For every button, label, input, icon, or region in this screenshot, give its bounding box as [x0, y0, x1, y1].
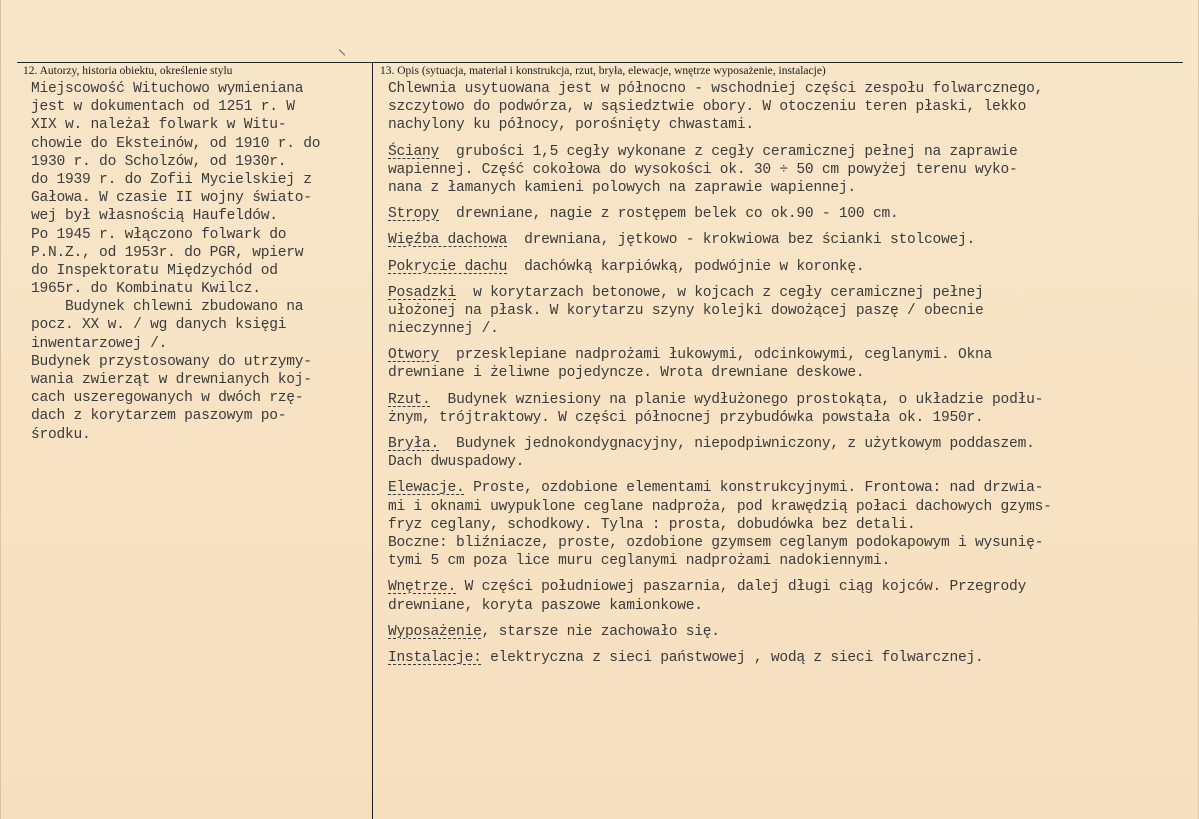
description-line: [388, 320, 1052, 338]
description-line: [388, 552, 1052, 570]
description-line: [388, 179, 1052, 197]
history-line: chowie do Eksteinów, od 1910 r. do: [31, 135, 321, 152]
history-line: XIX w. należał folwark w Witu-: [31, 117, 287, 134]
history-line: Budynek chlewni zbudowano na: [31, 299, 304, 316]
history-line: wej był własnością Haufeldów.: [31, 208, 278, 225]
description-line: [388, 116, 1052, 134]
description-text-run: mi i oknami uwypuklone ceglane nadproża, pod krawędzią połaci dachowych gzyms-: [388, 498, 1052, 515]
description-text-run: Dach dwuspadowy.: [388, 454, 525, 471]
description-line: [388, 391, 1052, 409]
section-gap: [388, 223, 1052, 231]
history-line: środku.: [31, 426, 91, 443]
description-line: [388, 231, 1052, 249]
description-text-run: szczytowo do podwórza, w sąsiedztwie obory. W otoczeniu teren płaski, lekko: [388, 99, 1027, 116]
section-gap: [388, 338, 1052, 346]
history-line: P.N.Z., od 1953r. do PGR, wpierw: [31, 244, 304, 261]
description-text-run: nieczynnej /.: [388, 321, 499, 338]
section-label: Bryła.: [388, 436, 440, 452]
description-line: [388, 205, 1052, 223]
description-line: [388, 435, 1052, 453]
description-text-run: tymi 5 cm poza lice muru ceglanymi nadprożami nadokiennymi.: [388, 553, 890, 570]
description-line: [388, 649, 1052, 667]
description-line: [388, 80, 1052, 98]
description-text-run: Boczne: bliźniacze, proste, ozdobione gzymsem ceglanym podokapowym i wysunię-: [388, 534, 1044, 551]
description-line: [388, 143, 1052, 161]
section-label: Instalacje:: [388, 649, 482, 666]
description-line: [388, 258, 1052, 276]
section-label: Wyposażenie: [388, 623, 482, 640]
description-text-run: żnym, trójtraktowy. W części północnej przybudówka powstała ok. 1950r.: [388, 409, 984, 426]
section-gap: [388, 471, 1052, 479]
section-gap: [388, 615, 1052, 623]
description-line: [388, 479, 1052, 497]
history-line: Miejscowość Wituchowo wymieniana: [31, 81, 304, 97]
description-line: [388, 534, 1052, 552]
section-label: Więźba dachowa: [388, 232, 508, 249]
pen-mark: [339, 49, 345, 55]
description-line: [388, 498, 1052, 516]
description-text-run: wapiennej. Część cokołowa do wysokości ok. 30 ÷ 50 cm powyżej terenu wyko-: [388, 161, 1018, 178]
section-gap: [388, 250, 1052, 258]
section-label: Ściany: [388, 143, 440, 160]
history-line: 1965r. do Kombinatu Kwilcz.: [31, 281, 261, 298]
description-text-run: drewniane i żeliwne pojedyncze. Wrota drewniane deskowe.: [388, 365, 865, 382]
description-line: [388, 161, 1052, 179]
header-rule: [17, 62, 1183, 63]
description-text-run: Budynek wzniesiony na planie wydłużonego prostokąta, o układzie podłu-: [430, 391, 1044, 408]
description-text-run: nachylony ku północy, porośnięty chwastami.: [388, 117, 754, 134]
description-line: [388, 597, 1052, 615]
description-text-run: dachówką karpiówką, podwójnie w koronkę.: [507, 258, 865, 275]
description-text-run: przesklepiane nadprożami łukowymi, odcinkowymi, ceglanymi. Okna: [439, 347, 993, 364]
description-line: [388, 346, 1052, 364]
description-line: [388, 98, 1052, 116]
history-line: Po 1945 r. włączono folwark do: [31, 226, 287, 243]
history-line: wania zwierząt w drewnianych koj-: [31, 372, 312, 388]
section-13-header: 13. Opis (sytuacja, materiał i konstrukcja, rzut, bryła, elewacje, wnętrze wyposażenie, instalacje): [380, 65, 826, 77]
section-gap: [388, 383, 1052, 391]
section-label: Stropy: [388, 206, 440, 223]
history-line: pocz. XX w. / wg danych księgi: [31, 317, 287, 334]
description-text-run: fryz ceglany, schodkowy. Tylna : prosta, dobudówka bez detali.: [388, 516, 916, 533]
description-text-run: grubości 1,5 cegły wykonane z cegły ceramicznej pełnej na zaprawie: [439, 143, 1018, 160]
history-line: jest w dokumentach od 1251 r. W: [31, 99, 295, 116]
history-line: 1930 r. do Scholzów, od 1930r.: [31, 153, 287, 170]
section-label: Posadzki: [388, 284, 457, 301]
section-gap: [388, 276, 1052, 284]
description-line: [388, 578, 1052, 596]
description-line: [388, 623, 1052, 641]
description-text-run: w korytarzach betonowe, w kojcach z cegły ceramicznej pełnej: [456, 284, 984, 301]
section-label: Otwory: [388, 347, 440, 364]
description-line: [388, 364, 1052, 382]
history-text: [31, 80, 320, 444]
description-text-run: Budynek jednokondygnacyjny, niepodpiwniczony, z użytkowym poddaszem.: [439, 436, 1035, 452]
section-gap: [388, 641, 1052, 649]
description-line: [388, 302, 1052, 320]
section-label: Pokrycie dachu: [388, 258, 508, 275]
history-line: Gałowa. W czasie II wojny świato-: [31, 190, 312, 207]
section-label: Elewacje.: [388, 480, 465, 497]
history-line: dach z korytarzem paszowym po-: [31, 408, 287, 425]
description-line: [388, 284, 1052, 302]
description-text-run: Proste, ozdobione elementami konstrukcyjnymi. Frontowa: nad drzwia-: [464, 480, 1044, 497]
description-line: [388, 516, 1052, 534]
description-line: [388, 409, 1052, 427]
section-gap: [388, 570, 1052, 578]
column-divider: [372, 62, 373, 819]
section-label: Wnętrze.: [388, 579, 457, 596]
section-gap: [388, 197, 1052, 205]
description-text-run: drewniana, jętkowo - krokwiowa bez ścianki stolcowej.: [507, 232, 976, 249]
section-gap: [388, 135, 1052, 143]
description-text-run: Chlewnia usytuowana jest w północno - wschodniej części zespołu folwarcznego,: [388, 81, 1044, 97]
description-line: [388, 453, 1052, 471]
history-line: inwentarzowej /.: [31, 335, 168, 352]
description-text-run: W części południowej paszarnia, dalej długi ciąg kojców. Przegrody: [456, 579, 1027, 596]
description-text-run: drewniane, koryta paszowe kamionkowe.: [388, 597, 703, 614]
description-text-run: ułożonej na płask. W korytarzu szyny kolejki dowożącej paszę / obecnie: [388, 302, 984, 319]
description-text-run: drewniane, nagie z rostępem belek co ok.90 - 100 cm.: [439, 206, 899, 223]
description-text-run: , starsze nie zachowało się.: [481, 623, 720, 640]
history-line: do Inspektoratu Międzychód od: [31, 262, 278, 279]
description-text-run: elektryczna z sieci państwowej , wodą z sieci folwarcznej.: [481, 649, 984, 666]
history-line: do 1939 r. do Zofii Mycielskiej z: [31, 171, 312, 188]
description-text: [388, 80, 1052, 667]
section-gap: [388, 427, 1052, 435]
history-line: cach uszeregowanych w dwóch rzę-: [31, 390, 304, 407]
history-line: Budynek przystosowany do utrzymy-: [31, 353, 312, 370]
description-text-run: nana z łamanych kamieni polowych na zaprawie wapiennej.: [388, 179, 856, 196]
section-12-header: 12. Autorzy, historia obiektu, określenie stylu: [23, 65, 233, 77]
section-label: Rzut.: [388, 391, 431, 408]
